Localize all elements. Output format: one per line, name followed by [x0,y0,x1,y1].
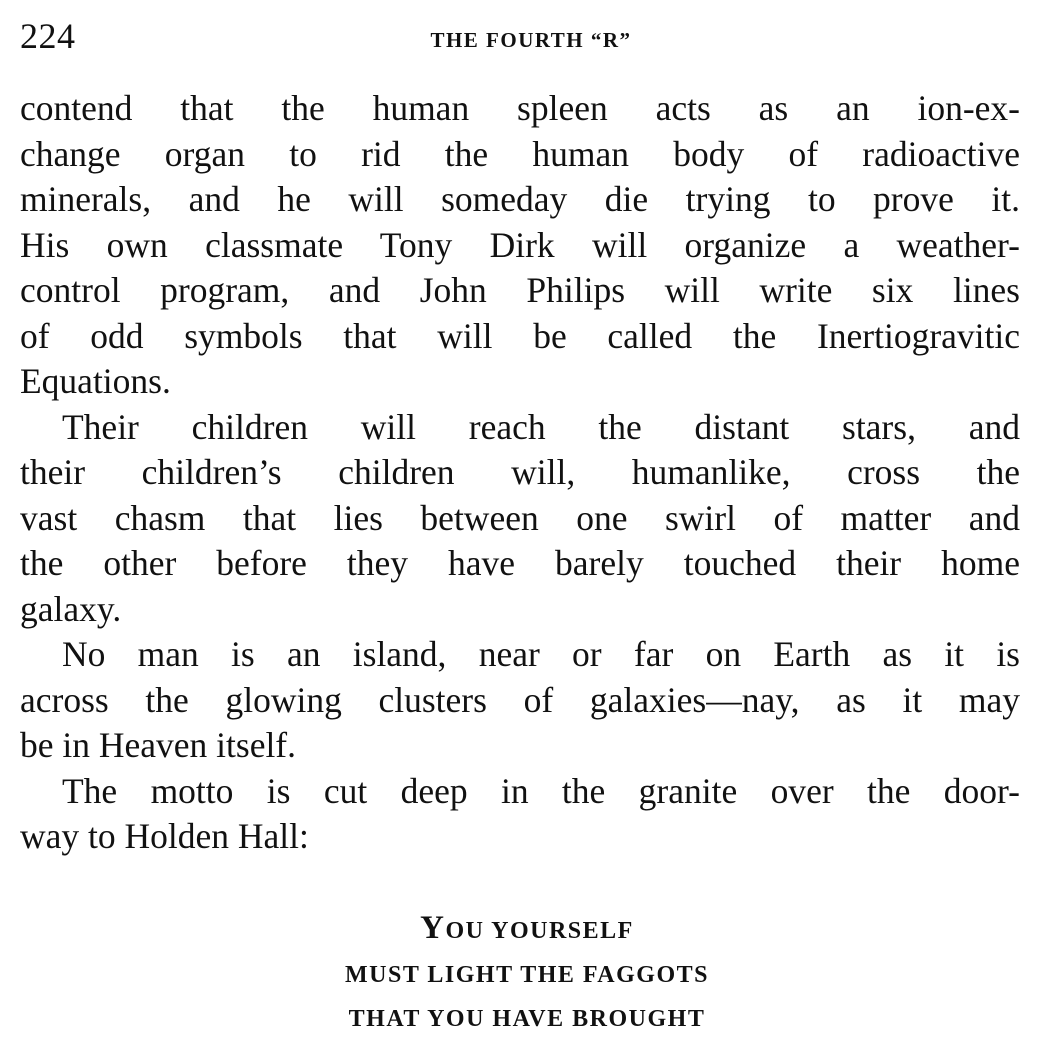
motto-initial: Y [420,909,446,946]
text-line: way to Holden Hall: [20,816,309,856]
text-line: No man is an island, near or far on Earth as it is [62,634,1020,674]
paragraph-4 [20,769,1020,860]
text-line: Their children will reach the distant stars, and [62,406,1020,447]
motto-inscription [20,906,1020,1041]
text-line: across the glowing clusters of galaxies—nay, as it may [20,679,1020,720]
page-number: 224 [20,16,76,56]
text-line: contend that the human spleen acts as an ion-ex- [20,88,1020,128]
book-page [20,14,1020,1032]
motto-line-1 [34,906,1020,953]
text-line: vast chasm that lies between one swirl of matter and [20,497,1020,538]
text-line: control program, and John Philips will write six lines [20,270,1020,310]
running-head [20,14,1020,66]
motto-line-2: MUST LIGHT THE FAGGOTS [345,961,709,988]
text-line: be in Heaven itself. [20,725,297,765]
motto-line-3: THAT YOU HAVE BROUGHT [348,1005,706,1032]
paragraph-3 [20,632,1020,769]
text-line: Equations. [20,361,171,401]
motto-line-1-rest: OU YOURSELF [445,917,634,944]
body-text [20,86,1020,860]
paragraph-1 [20,86,1020,405]
paragraph-2 [20,405,1020,633]
text-line: The motto is cut deep in the granite over the door- [62,770,1020,811]
text-line: of odd symbols that will be called the Inertiogravitic [20,315,1020,356]
text-line: change organ to rid the human body of radioactive [20,133,1020,174]
text-line: minerals, and he will someday die trying to prove it. [20,179,1020,219]
text-line: His own classmate Tony Dirk will organize a weather- [20,224,1020,265]
text-line: the other before they have barely touched their home [20,543,1020,583]
text-line: galaxy. [20,588,122,629]
running-title: THE FOURTH “R” [430,28,632,52]
text-line: their children’s children will, humanlike, cross the [20,452,1020,492]
